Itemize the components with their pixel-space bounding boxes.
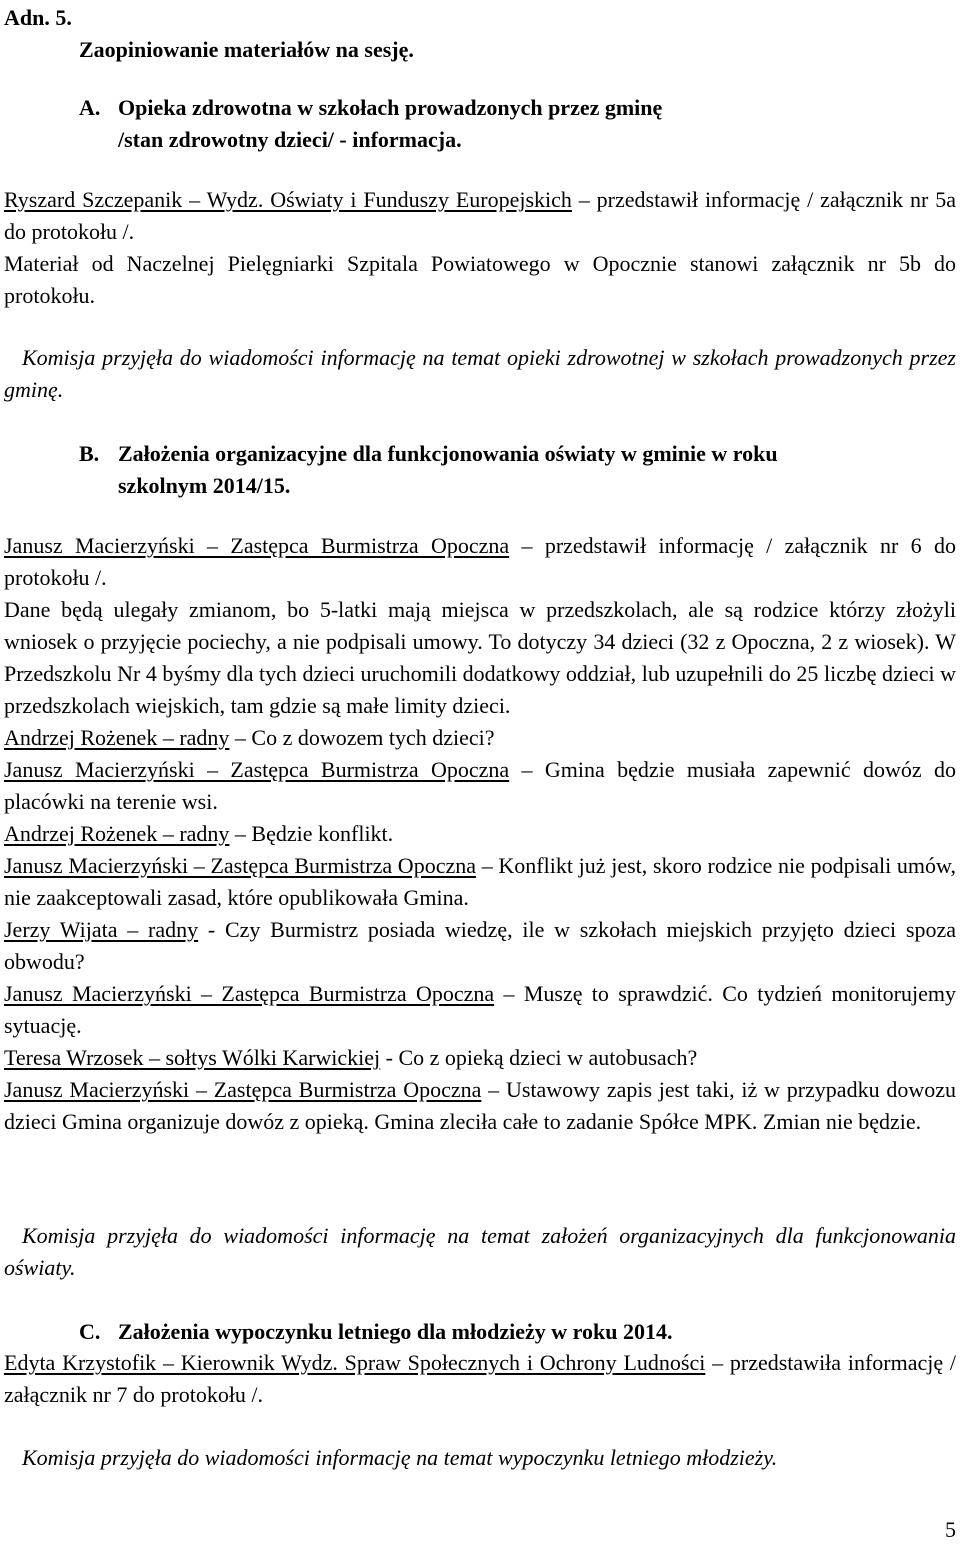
section-a-label: A. [79, 95, 101, 120]
speaker-name: Andrzej Rożenek – radny [4, 821, 230, 846]
dialogue-entry [4, 754, 956, 818]
speaker-name: Janusz Macierzyński – Zastępca Burmistrza Opoczna [4, 533, 510, 558]
section-c-conclusion [4, 1442, 956, 1474]
conclusion-text: Komisja przyjęła do wiadomości informację na temat opieki zdrowotnej w szkołach prowadzonych przez gminę. [4, 345, 956, 402]
statement-text: - Czy Burmistrz posiada wiedzę, ile w szkołach miejskich przyjęto dzieci spoza obwodu? [4, 917, 956, 974]
statement-text: – przedstawił informację / załącznik nr 6 do protokołu /. [4, 533, 956, 590]
section-a-title-line2: /stan zdrowotny dzieci/ - informacja. [118, 127, 462, 152]
section-b-title [79, 438, 956, 502]
agenda-item-title: Zaopiniowanie materiałów na sesję. [79, 37, 414, 62]
section-a-conclusion [4, 342, 956, 406]
dialogue-entry [4, 594, 956, 722]
section-c-label: C. [79, 1319, 101, 1344]
speaker-name: Edyta Krzystofik – Kierownik Wydz. Spraw Społecznych i Ochrony Ludności [4, 1350, 706, 1375]
statement-text: – Muszę to sprawdzić. Co tydzień monitorujemy sytuację. [4, 981, 956, 1038]
section-c-title [79, 1316, 956, 1348]
statement-text: - Co z opieką dzieci w autobusach? [380, 1045, 698, 1070]
statement-text: Dane będą ulegały zmianom, bo 5-latki mają miejsca w przedszkolach, ale są rodzice którzy złożyli wniosek o przyjęcie pociechy, a nie podpisali umowy. To dotyczy 34 dzieci (32 z Opoczna, 2 z wiosek). W Przedszkolu Nr 4 byśmy dla tych dzieci uruchomili dodatkowy oddział, lub uzupełnili do 25 liczbę dzieci w przedszkolach wiejskich, tam gdzie są małe limity dzieci. [4, 597, 956, 718]
section-a-material-paragraph: Materiał od Naczelnej Pielęgniarki Szpitala Powiatowego w Opocznie stanowi załącznik nr 5b do protokołu. [4, 251, 956, 308]
agenda-item-number: Adn. 5. [4, 5, 72, 30]
speaker-name: Ryszard Szczepanik – Wydz. Oświaty i Funduszy Europejskich [4, 187, 572, 212]
dialogue-entry [4, 722, 956, 754]
dialogue-entry [4, 1042, 956, 1074]
speaker-name: Andrzej Rożenek – radny [4, 725, 230, 750]
section-b-dialogue [4, 530, 956, 1138]
page-number: 5 [945, 1517, 956, 1542]
dialogue-entry [4, 850, 956, 914]
statement-text: – Co z dowozem tych dzieci? [229, 725, 495, 750]
section-c-speaker-paragraph [4, 1347, 956, 1411]
speaker-name: Jerzy Wijata – radny [4, 917, 199, 942]
section-c-title-text: Założenia wypoczynku letniego dla młodzieży w roku 2014. [118, 1319, 673, 1344]
section-b-conclusion [4, 1220, 956, 1284]
section-a-title [79, 92, 956, 156]
statement-text: – Będzie konflikt. [229, 821, 394, 846]
conclusion-text: Komisja przyjęła do wiadomości informację na temat wypoczynku letniego młodzieży. [22, 1445, 778, 1470]
statement-text: – Gmina będzie musiała zapewnić dowóz do placówki na terenie wsi. [4, 757, 957, 814]
section-b-title-line1: Założenia organizacyjne dla funkcjonowania oświaty w gminie w roku [118, 441, 778, 466]
section-b-label: B. [79, 441, 100, 466]
dialogue-entry [4, 978, 956, 1042]
dialogue-entry [4, 818, 956, 850]
statement-text: – Ustawowy zapis jest taki, iż w przypadku dowozu dzieci Gmina organizuje dowóz z opieką. Gmina zleciła całe to zadanie Spółce MPK. Zmian nie będzie. [4, 1077, 956, 1134]
dialogue-entry [4, 914, 956, 978]
speaker-statement: – przedstawiła informację / załącznik nr 7 do protokołu /. [4, 1350, 956, 1407]
conclusion-text: Komisja przyjęła do wiadomości informację na temat założeń organizacyjnych dla funkcjonowania oświaty. [4, 1223, 956, 1280]
statement-text: – Konflikt już jest, skoro rodzice nie podpisali umów, nie zaakceptowali zasad, które opublikowała Gmina. [4, 853, 956, 910]
section-b-title-line2: szkolnym 2014/15. [118, 473, 291, 498]
speaker-name: Janusz Macierzyński – Zastępca Burmistrza Opoczna [4, 757, 510, 782]
section-a-title-line1: Opieka zdrowotna w szkołach prowadzonych przez gminę [118, 95, 663, 120]
speaker-statement: – przedstawił informację / załącznik nr 5a do protokołu /. [4, 187, 956, 244]
speaker-name: Janusz Macierzyński – Zastępca Burmistrza Opoczna [4, 1077, 482, 1102]
speaker-name: Janusz Macierzyński – Zastępca Burmistrza Opoczna [4, 981, 495, 1006]
section-a-speaker-paragraph [4, 184, 956, 248]
speaker-name: Janusz Macierzyński – Zastępca Burmistrza Opoczna [4, 853, 476, 878]
dialogue-entry [4, 1074, 956, 1138]
dialogue-entry [4, 530, 956, 594]
speaker-name: Teresa Wrzosek – sołtys Wólki Karwickiej [4, 1045, 381, 1070]
